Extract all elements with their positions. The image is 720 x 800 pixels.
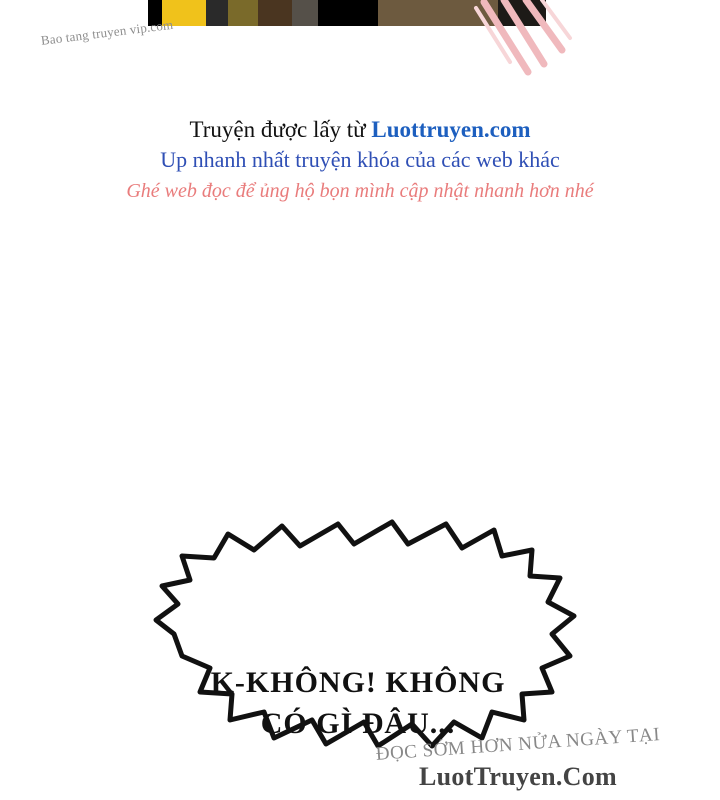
panel-color-band-edge [498, 0, 546, 26]
panel-color-band-grey [292, 0, 318, 26]
speech-balloon-line-2: CÓ GÌ ĐÂU... [260, 707, 456, 740]
panel-color-band-olive [228, 0, 258, 26]
panel-color-band-brown [258, 0, 292, 26]
promo-line-1 [0, 116, 720, 144]
comic-panel-bottom-edge [148, 0, 546, 26]
promo-line-3: Ghé web đọc để ủng hộ bọn mình cập nhật nhanh hơn nhé [126, 180, 594, 202]
watermark-bottom-tagline: ĐỌC SỚM HƠN NỬA NGÀY TẠI [375, 724, 661, 765]
promo-brand-link[interactable]: Luottruyen.com [371, 117, 531, 142]
promo-line-1-prefix: Truyện được lấy từ [189, 117, 372, 142]
panel-color-band-tan [378, 0, 498, 26]
watermark-top-text: Bao tang truyen vip.com [40, 16, 174, 48]
promo-line-2: Up nhanh nhất truyện khóa của các web khác [160, 147, 560, 172]
panel-color-band-dark [206, 0, 228, 26]
watermark-bottom [368, 724, 668, 792]
promo-block [0, 116, 720, 205]
speech-balloon-shape [156, 522, 574, 746]
watermark-bottom-site: LuotTruyen.Com [418, 762, 617, 791]
speech-balloon-line-1: K-KHÔNG! KHÔNG [210, 666, 506, 699]
